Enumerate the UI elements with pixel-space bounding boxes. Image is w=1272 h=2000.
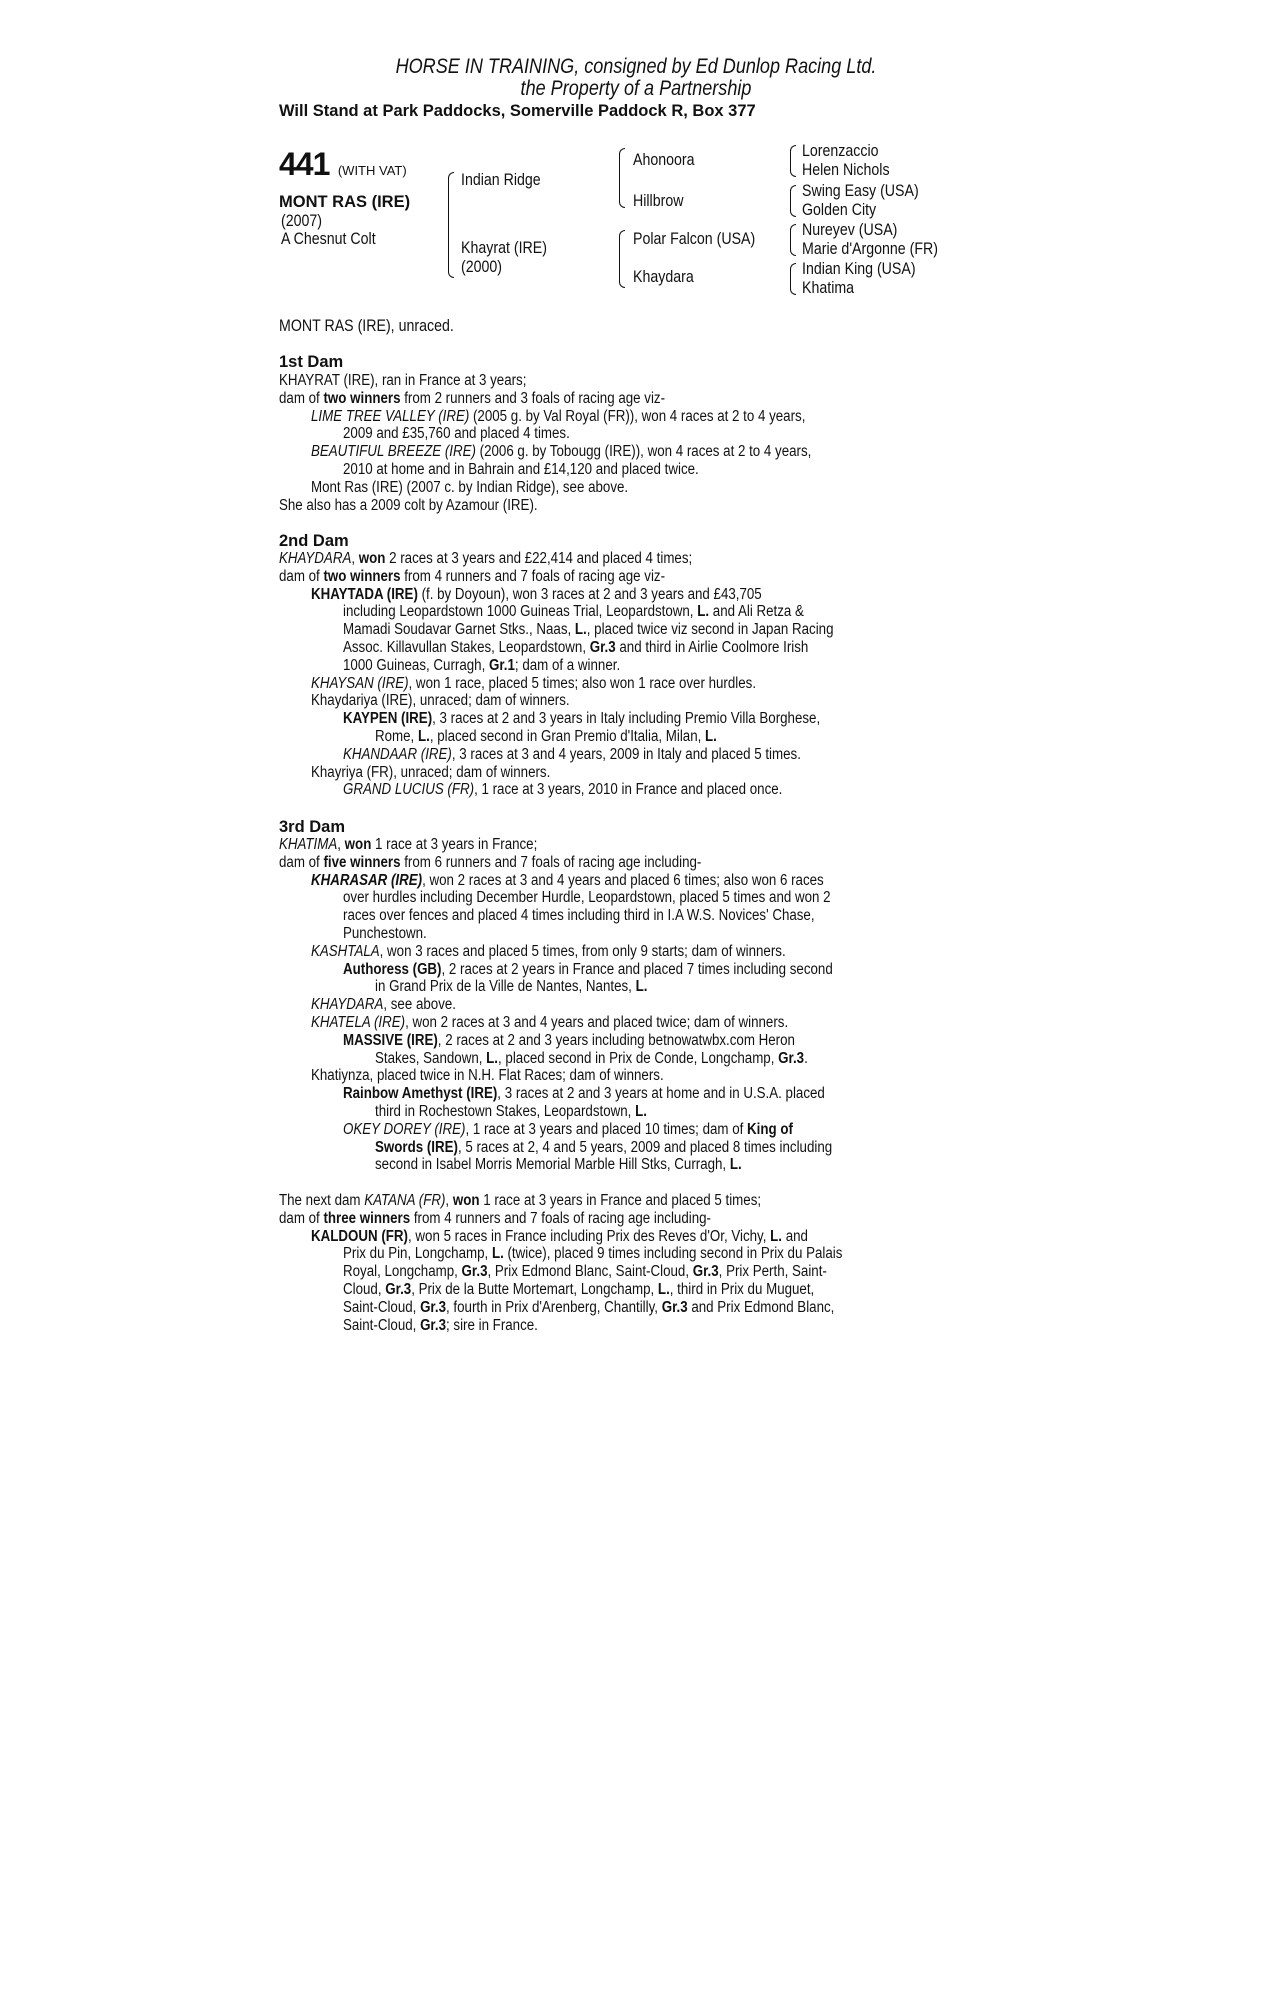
pedigree-g3-7: Indian King (USA) — [802, 260, 916, 278]
text-line — [279, 621, 979, 639]
pedigree-g3-6: Marie d'Argonne (FR) — [802, 240, 938, 258]
text-line-content — [343, 1317, 538, 1335]
horse-description: A Chesnut Colt — [281, 230, 376, 248]
horse-name: MONT RAS (IRE) — [279, 193, 411, 211]
text-line-content — [375, 1139, 832, 1157]
italic-run: KHAYSAN (IRE) — [311, 674, 409, 692]
text-line-content — [343, 889, 831, 907]
text-line-content — [375, 1156, 742, 1174]
bold-run: won — [452, 1192, 480, 1209]
bold-run: Gr.3 — [461, 1263, 488, 1281]
third-dam-text — [279, 836, 979, 1174]
text-line — [279, 1085, 979, 1103]
text-run: Khatiynza, placed twice in N.H. Flat Races; dam of winners. — [311, 1067, 664, 1085]
text-line — [279, 390, 979, 408]
text-run: Mamadi Soudavar Garnet Stks., Naas, — [343, 621, 575, 639]
pedigree-dam-sire: Polar Falcon (USA) — [633, 230, 756, 248]
bold-run: won — [344, 836, 372, 853]
text-run: second in Isabel Morris Memorial Marble Hill Stks, Curragh, — [375, 1156, 730, 1174]
text-run: from 2 runners and 3 foals of racing age viz- — [400, 389, 666, 407]
text-line — [279, 1121, 979, 1139]
text-run: 2 races at 3 years and £22,414 and placed 4 times; — [385, 550, 693, 567]
pedigree-brace-g3-1 — [790, 145, 796, 177]
text-line — [279, 1014, 979, 1032]
text-line — [279, 710, 979, 728]
text-line-content — [343, 425, 570, 443]
text-run: over hurdles including December Hurdle, Leopardstown, placed 5 times and won 2 — [343, 889, 831, 907]
bold-run: L. — [417, 727, 430, 745]
text-run: (2006 g. by Tobougg (IRE)), won 4 races at 2 to 4 years, — [475, 443, 812, 461]
text-run: (2005 g. by Val Royal (FR)), won 4 races at 2 to 4 years, — [469, 407, 806, 425]
text-line-content — [343, 1032, 795, 1050]
lot-number — [279, 146, 407, 183]
text-line — [279, 1192, 979, 1210]
italic-run: LIME TREE VALLEY (IRE) — [311, 407, 470, 425]
text-line-content — [343, 1263, 827, 1281]
pedigree-g3-1: Lorenzaccio — [802, 142, 879, 160]
bold-run: L. — [705, 727, 717, 745]
bold-run: L. — [491, 1245, 504, 1263]
text-line-content — [375, 1103, 647, 1121]
text-line-content — [311, 408, 805, 426]
stabling-line: Will Stand at Park Paddocks, Somerville Paddock R, Box 377 — [279, 102, 756, 120]
text-line — [279, 586, 979, 604]
bold-run: Gr.3 — [385, 1280, 412, 1298]
text-line — [279, 836, 979, 854]
bold-run: Gr.3 — [778, 1049, 805, 1067]
text-line-content — [311, 943, 786, 961]
text-run: , won 2 races at 3 and 4 years and placed 6 times; also won 6 races — [422, 871, 824, 889]
text-run: , 2 races at 2 years in France and placed 7 times including second — [441, 960, 833, 978]
text-line — [279, 568, 979, 586]
text-line-content — [311, 1014, 788, 1032]
text-line-content — [279, 1210, 711, 1228]
text-run: Cloud, — [343, 1280, 386, 1298]
text-line-content — [343, 781, 782, 799]
text-line — [279, 443, 979, 461]
text-run: , won 5 races in France including Prix des Reves d'Or, Vichy, — [408, 1227, 771, 1245]
bold-run: KHARASAR (IRE) — [311, 871, 423, 889]
text-run: , placed second in Prix de Conde, Longchamp, — [498, 1049, 779, 1067]
bold-run: Gr.3 — [589, 638, 616, 656]
text-line — [279, 854, 979, 872]
text-run: , — [337, 836, 345, 853]
text-line — [279, 479, 979, 497]
bold-run: two winners — [323, 389, 401, 407]
text-line — [279, 1281, 979, 1299]
text-line — [279, 1067, 979, 1085]
text-run: Royal, Longchamp, — [343, 1263, 462, 1281]
text-run: , 1 race at 3 years and placed 10 times; dam of — [465, 1120, 748, 1138]
pedigree-brace-g3-3 — [790, 224, 796, 256]
first-dam-heading: 1st Dam — [279, 353, 344, 371]
text-line-content — [343, 657, 620, 675]
text-line — [279, 461, 979, 479]
bold-run: won — [358, 550, 386, 567]
next-dam-text — [279, 1192, 979, 1334]
text-line — [279, 1210, 979, 1228]
text-line-content — [343, 461, 699, 479]
pedigree-g3-8: Khatima — [802, 279, 855, 297]
text-line — [279, 372, 979, 390]
text-run: including Leopardstown 1000 Guineas Trial, Leopardstown, — [343, 603, 698, 621]
bold-run: KAYPEN (IRE) — [343, 710, 433, 728]
text-line — [279, 764, 979, 782]
bold-run: Gr.3 — [661, 1298, 688, 1316]
text-run: races over fences and placed 4 times including third in I.A W.S. Novices' Chase, — [343, 907, 815, 925]
text-run: dam of — [279, 389, 324, 407]
text-line — [279, 639, 979, 657]
text-line-content — [279, 1192, 761, 1210]
italic-run: KHAYDARA — [279, 550, 352, 567]
text-line-content — [311, 692, 570, 710]
pedigree-g3-2: Helen Nichols — [802, 161, 890, 179]
text-line-content — [311, 1067, 664, 1085]
bold-run: L. — [635, 1102, 647, 1120]
bold-run: L. — [657, 1280, 670, 1298]
text-run: ; dam of a winner. — [514, 656, 621, 674]
text-run: and — [781, 1227, 808, 1245]
text-run: Prix du Pin, Longchamp, — [343, 1245, 492, 1263]
text-run: , 2 races at 2 and 3 years including betnowatwbx.com Heron — [437, 1031, 795, 1049]
text-line — [279, 1139, 979, 1157]
bold-run: L. — [697, 603, 710, 621]
pedigree-dam: Khayrat (IRE) — [461, 239, 547, 257]
third-dam-heading: 3rd Dam — [279, 818, 346, 836]
pedigree-brace-g3-2 — [790, 185, 796, 217]
text-line — [279, 889, 979, 907]
lot-number-value: 441 — [279, 146, 330, 182]
text-run: dam of — [279, 853, 324, 871]
text-line-content — [343, 1121, 793, 1139]
text-line — [279, 408, 979, 426]
italic-run: KHAYDARA — [311, 996, 384, 1014]
text-line-content — [279, 390, 665, 408]
text-run: from 6 runners and 7 foals of racing age including- — [400, 853, 702, 871]
text-line-content — [279, 497, 538, 515]
text-run: , 3 races at 2 and 3 years in Italy including Premio Villa Borghese, — [432, 710, 821, 728]
text-line — [279, 1299, 979, 1317]
racing-summary: MONT RAS (IRE), unraced. — [279, 317, 454, 335]
text-line — [279, 746, 979, 764]
pedigree-g3-3: Swing Easy (USA) — [802, 182, 919, 200]
text-run: and third in Airlie Coolmore Irish — [615, 638, 809, 656]
text-line-content — [343, 1299, 834, 1317]
text-line — [279, 925, 979, 943]
text-line-content — [343, 621, 834, 639]
text-line — [279, 1032, 979, 1050]
text-line — [279, 1156, 979, 1174]
bold-run: L. — [574, 621, 587, 639]
text-line-content — [343, 1085, 825, 1103]
text-run: , third in Prix du Muguet, — [669, 1280, 815, 1298]
italic-run: KHATELA (IRE) — [311, 1013, 406, 1031]
text-run: , — [351, 550, 359, 567]
text-line — [279, 1228, 979, 1246]
text-line-content — [343, 907, 815, 925]
pedigree-brace-gen1 — [448, 172, 454, 278]
text-run: , won 1 race, placed 5 times; also won 1 race over hurdles. — [408, 674, 757, 692]
text-run: and Ali Retza & — [709, 603, 804, 621]
text-run: , 3 races at 2 and 3 years at home and in U.S.A. placed — [497, 1085, 825, 1103]
text-run: , placed twice viz second in Japan Racing — [586, 621, 834, 639]
bold-run: L. — [729, 1156, 742, 1174]
text-line-content — [311, 1228, 808, 1246]
bold-run: two winners — [323, 567, 401, 585]
italic-run: BEAUTIFUL BREEZE (IRE) — [311, 443, 476, 461]
text-line-content — [311, 443, 811, 461]
text-run: , Prix Edmond Blanc, Saint-Cloud, — [487, 1263, 693, 1281]
property-line: the Property of a Partnership — [520, 77, 752, 100]
second-dam-heading: 2nd Dam — [279, 532, 349, 550]
text-run: from 4 runners and 7 foals of racing age viz- — [400, 567, 666, 585]
text-line-content — [279, 372, 526, 390]
text-run: dam of — [279, 567, 324, 585]
text-line — [279, 603, 979, 621]
text-line — [279, 497, 979, 515]
italic-run: KHATIMA — [279, 836, 338, 853]
bold-run: Swords (IRE) — [375, 1138, 458, 1156]
text-line-content — [311, 586, 762, 604]
bold-run: KHAYTADA (IRE) — [311, 585, 418, 603]
text-run: 2010 at home and in Bahrain and £14,120 and placed twice. — [343, 460, 699, 478]
text-run: from 4 runners and 7 foals of racing age including- — [410, 1209, 711, 1227]
text-line-content — [279, 568, 665, 586]
bold-run: King of — [747, 1120, 793, 1138]
pedigree-dam-year: (2000) — [461, 258, 503, 276]
text-line — [279, 1317, 979, 1335]
text-run: 1 race at 3 years in France; — [371, 836, 538, 853]
text-run: . — [804, 1049, 808, 1067]
text-line — [279, 1263, 979, 1281]
text-line-content — [311, 764, 550, 782]
italic-run: KHANDAAR (IRE) — [343, 745, 452, 763]
text-line — [279, 943, 979, 961]
text-run: Mont Ras (IRE) (2007 c. by Indian Ridge), see above. — [311, 478, 629, 496]
text-run: Assoc. Killavullan Stakes, Leopardstown, — [343, 638, 590, 656]
text-run: ; sire in France. — [446, 1316, 538, 1334]
text-line — [279, 872, 979, 890]
text-line — [279, 1103, 979, 1121]
pedigree-g3-5: Nureyev (USA) — [802, 221, 898, 239]
text-line-content — [375, 728, 717, 746]
bold-run: Gr.3 — [420, 1298, 447, 1316]
text-line — [279, 961, 979, 979]
text-run: The next dam — [279, 1192, 365, 1209]
text-line-content — [343, 639, 808, 657]
text-run: 1 race at 3 years in France and placed 5 times; — [479, 1192, 762, 1209]
text-line-content — [311, 996, 456, 1014]
text-run: Khayriya (FR), unraced; dam of winners. — [311, 763, 551, 781]
text-run: , see above. — [383, 996, 456, 1014]
text-run: She also has a 2009 colt by Azamour (IRE). — [279, 496, 538, 514]
text-line — [279, 1245, 979, 1263]
text-line-content — [343, 1281, 814, 1299]
text-line — [279, 907, 979, 925]
bold-run: L. — [770, 1227, 782, 1245]
text-line-content — [343, 925, 427, 943]
text-run: , — [445, 1192, 453, 1209]
text-line — [279, 692, 979, 710]
text-line — [279, 657, 979, 675]
text-line-content — [279, 854, 701, 872]
text-line-content — [375, 1050, 808, 1068]
text-line-content — [343, 710, 820, 728]
consignor-line: HORSE IN TRAINING, consigned by Ed Dunlop Racing Ltd. — [395, 55, 877, 78]
text-line — [279, 781, 979, 799]
pedigree-brace-sire — [619, 148, 625, 208]
text-run: and Prix Edmond Blanc, — [687, 1298, 835, 1316]
text-line-content — [279, 836, 537, 854]
text-run: Saint-Cloud, — [343, 1298, 421, 1316]
text-line-content — [343, 1245, 842, 1263]
vat-note: (WITH VAT) — [337, 163, 407, 178]
text-run: 2009 and £35,760 and placed 4 times. — [343, 425, 570, 443]
text-line — [279, 550, 979, 568]
text-run: Punchestown. — [343, 924, 427, 942]
italic-run: OKEY DOREY (IRE) — [343, 1120, 466, 1138]
text-line — [279, 728, 979, 746]
bold-run: five winners — [323, 853, 401, 871]
text-run: , won 2 races at 3 and 4 years and placed twice; dam of winners. — [405, 1013, 789, 1031]
text-run: 1000 Guineas, Curragh, — [343, 656, 489, 674]
pedigree-brace-dam — [619, 230, 625, 288]
text-run: third in Rochestown Stakes, Leopardstown, — [375, 1102, 636, 1120]
bold-run: Gr.3 — [692, 1263, 719, 1281]
text-line — [279, 675, 979, 693]
text-run: , 3 races at 3 and 4 years, 2009 in Italy and placed 5 times. — [451, 745, 801, 763]
text-line-content — [279, 550, 692, 568]
text-run: (twice), placed 9 times including second in Prix du Palais — [503, 1245, 843, 1263]
second-dam-text — [279, 550, 979, 799]
bold-run: Gr.1 — [488, 656, 515, 674]
text-line-content — [343, 961, 833, 979]
pedigree-sire-dam: Hillbrow — [633, 192, 684, 210]
text-run: dam of — [279, 1209, 324, 1227]
italic-run: GRAND LUCIUS (FR) — [343, 781, 475, 799]
text-run: Stakes, Sandown, — [375, 1049, 487, 1067]
italic-run: KASHTALA — [311, 942, 380, 960]
bold-run: Authoress (GB) — [343, 960, 442, 978]
text-line — [279, 425, 979, 443]
bold-run: Gr.3 — [420, 1316, 447, 1334]
text-run: KHAYRAT (IRE), ran in France at 3 years; — [279, 372, 527, 389]
text-line — [279, 978, 979, 996]
text-run: , won 3 races and placed 5 times, from only 9 starts; dam of winners. — [379, 942, 786, 960]
text-line-content — [375, 978, 647, 996]
pedigree-sire: Indian Ridge — [461, 171, 541, 189]
bold-run: L. — [635, 978, 648, 996]
first-dam-text — [279, 372, 979, 514]
text-run: , 1 race at 3 years, 2010 in France and placed once. — [474, 781, 783, 799]
horse-year: (2007) — [281, 212, 323, 230]
text-run: , fourth in Prix d'Arenberg, Chantilly, — [446, 1298, 662, 1316]
bold-run: Rainbow Amethyst (IRE) — [343, 1085, 498, 1103]
bold-run: MASSIVE (IRE) — [343, 1031, 438, 1049]
pedigree-g3-4: Golden City — [802, 201, 877, 219]
text-run: Saint-Cloud, — [343, 1316, 421, 1334]
pedigree-sire-sire: Ahonoora — [633, 151, 695, 169]
text-run: (f. by Doyoun), won 3 races at 2 and 3 years and £43,705 — [417, 585, 762, 603]
text-line — [279, 996, 979, 1014]
text-line — [279, 1050, 979, 1068]
pedigree-brace-g3-4 — [790, 263, 796, 295]
text-run: , placed second in Gran Premio d'Italia, Milan, — [429, 727, 706, 745]
text-run: Khaydariya (IRE), unraced; dam of winners. — [311, 692, 570, 710]
text-line-content — [311, 872, 824, 890]
text-run: , 5 races at 2, 4 and 5 years, 2009 and placed 8 times including — [457, 1138, 833, 1156]
bold-run: KALDOUN (FR) — [311, 1227, 409, 1245]
text-line-content — [311, 479, 628, 497]
text-run: Rome, — [375, 727, 418, 745]
text-line-content — [343, 746, 801, 764]
bold-run: L. — [486, 1049, 499, 1067]
text-run: , Prix de la Butte Mortemart, Longchamp, — [411, 1280, 658, 1298]
text-line-content — [343, 603, 804, 621]
text-run: in Grand Prix de la Ville de Nantes, Nantes, — [375, 978, 636, 996]
text-line-content — [311, 675, 756, 693]
bold-run: three winners — [323, 1209, 411, 1227]
pedigree-dam-dam: Khaydara — [633, 268, 694, 286]
text-run: , Prix Perth, Saint- — [718, 1263, 827, 1281]
italic-run: KATANA (FR) — [364, 1192, 446, 1209]
